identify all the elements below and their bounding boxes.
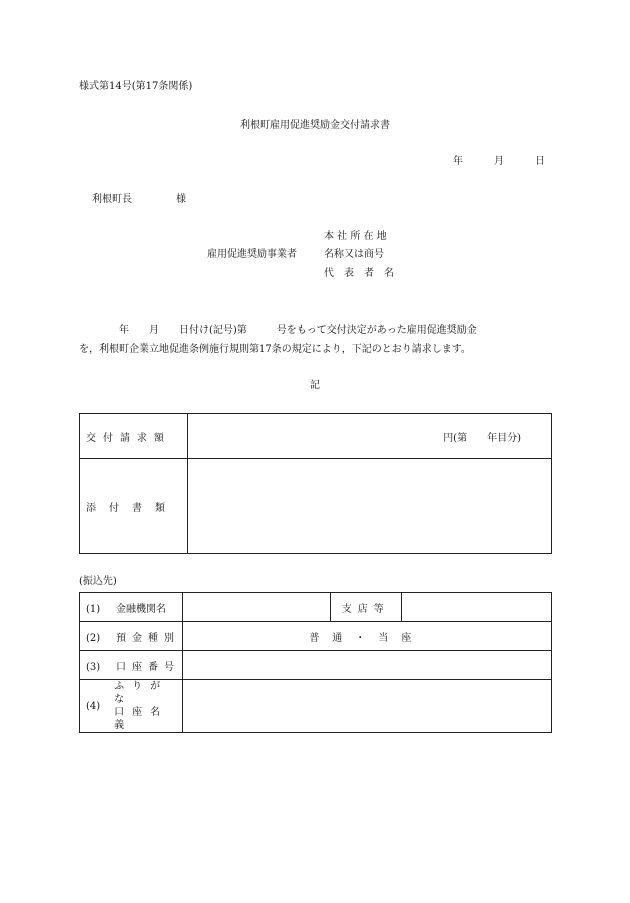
attachments-field[interactable] [188, 459, 552, 554]
date-year: 年 [453, 156, 463, 167]
table-row [80, 459, 552, 554]
furigana-label: ふりがな [114, 681, 169, 705]
bank-name-field[interactable] [182, 593, 330, 622]
request-table [79, 413, 552, 554]
ki-heading: 記 [310, 380, 320, 391]
date-line [453, 157, 545, 167]
addressee [92, 195, 186, 205]
body-line-2: を，利根町企業立地促進条例施行規則第17条の規定により，下記のとおり請求します。 [79, 344, 471, 355]
table-row [80, 680, 552, 733]
table-row [80, 622, 552, 651]
form-number: 様式第14号(第17条関係) [79, 81, 193, 92]
deposit-type-field[interactable]: 普通・当座 [182, 622, 551, 651]
applicant-address-label: 本 社 所 在 地 [324, 231, 387, 242]
row-number: (4) [86, 700, 101, 712]
table-row [80, 414, 552, 459]
transfer-table [79, 592, 552, 733]
body-line-1: 年 月 日付け(記号)第 号をもって交付決定があった雇用促進奨励金 [79, 325, 477, 336]
deposit-type-label: 預金種別 [116, 632, 180, 644]
row-number: (2) [86, 632, 101, 644]
branch-field[interactable] [402, 593, 552, 622]
account-number-label: 口座番号 [116, 661, 180, 673]
branch-label: 支店等 [330, 593, 401, 622]
document-title: 利根町雇用促進奨励金交付請求書 [240, 120, 390, 131]
bank-name-label: 金融機関名 [116, 603, 166, 615]
amount-label: 交付請求額 [80, 414, 188, 459]
row-number: (3) [86, 661, 101, 673]
attachments-label: 添付書類 [80, 459, 188, 554]
applicant-category: 雇用促進奨励事業者 [207, 249, 297, 260]
transfer-label: (振込先) [79, 576, 117, 587]
date-day: 日 [535, 156, 545, 167]
account-holder-field[interactable] [182, 680, 551, 733]
date-month: 月 [494, 156, 504, 167]
row-number: (1) [86, 603, 101, 615]
table-row [80, 651, 552, 680]
addressee-name: 利根町長 [92, 194, 132, 205]
amount-field[interactable]: 円(第 年目分) [188, 414, 552, 459]
applicant-rep-label: 代 表 者 名 [324, 268, 394, 279]
addressee-honorific: 様 [176, 194, 186, 205]
account-holder-label: 口座名義 [114, 707, 169, 731]
account-number-field[interactable] [182, 651, 551, 680]
applicant-name-label: 名称又は商号 [324, 249, 384, 260]
table-row [80, 593, 552, 622]
